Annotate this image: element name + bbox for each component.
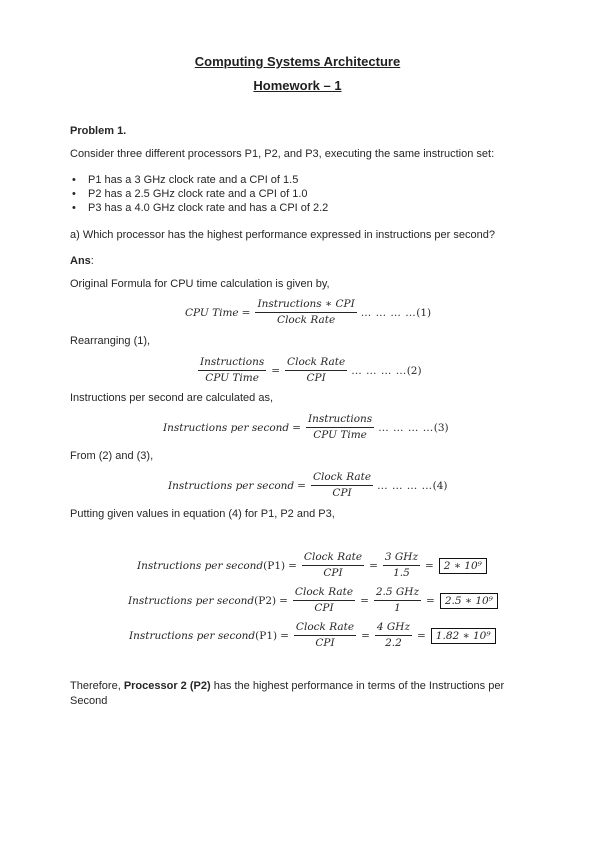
eq2-fraction-left [198,356,266,385]
eq3-tag: (3) [433,421,449,434]
calc-fraction-values [375,621,412,650]
eq3-numerator: Instructions [306,413,374,428]
calc-equals: = [426,594,435,607]
eq1-equals: = [241,306,251,319]
calc-value-numerator: 2.5 GHz [374,586,421,601]
calc-fraction-values [374,586,421,615]
eq2-numerator-left: Instructions [198,356,266,371]
calc-equals: = [288,559,297,572]
eq4-lhs: Instructions per second [168,479,295,492]
calc-value-denominator: 2.2 [385,637,402,649]
eq4-numerator: Clock Rate [311,471,373,486]
calc-result-box: 1.82 ∗ 10⁹ [431,628,496,644]
eq2-tag: (2) [406,364,422,377]
calc-numerator: Clock Rate [293,586,355,601]
conclusion-line-1 [70,680,504,692]
eq3-lhs: Instructions per second [163,421,290,434]
calc-fraction-formula [302,551,364,580]
calc-numerator: Clock Rate [294,621,356,636]
calc-fraction-values [383,551,420,580]
answer-label-colon: : [90,255,94,267]
calc-ref: (P2) [254,594,277,607]
calc-value-denominator: 1 [394,602,401,614]
conclusion-prefix: Therefore, [70,680,124,692]
calc-denominator: CPI [323,567,343,579]
list-item: • P2 has a 2.5 GHz clock rate and a CPI of 1.0 [70,187,328,201]
calc-lhs: Instructions per second [137,559,264,572]
eq1-denominator: Clock Rate [277,314,336,326]
calc-equation-p2 [128,586,498,615]
calc-value-denominator: 1.5 [393,567,410,579]
calc-ref: (P1) [255,629,278,642]
eq4-tag: (4) [432,479,448,492]
problem-heading: Problem 1. [70,125,127,137]
calc-equation-p1 [137,551,487,580]
answer-paragraph-2: Rearranging (1), [70,335,151,347]
problem-intro: Consider three different processors P1, P2, and P3, executing the same instruction set: [70,148,495,160]
eq4-equals: = [297,479,306,492]
eq2-denominator-right: CPI [306,372,326,384]
equation-3 [163,413,449,442]
calc-lhs: Instructions per second [129,629,256,642]
answer-paragraph-5: Putting given values in equation (4) for P1, P2 and P3, [70,508,335,520]
eq3-fraction [306,413,374,442]
calc-result-box: 2 ∗ 10⁹ [439,558,487,574]
calc-equals: = [369,559,378,572]
question-a: a) Which processor has the highest performance expressed in instructions per second? [70,229,495,241]
calc-fraction-formula [294,621,356,650]
calc-value-numerator: 4 GHz [375,621,412,636]
processor-list [70,173,328,215]
calc-denominator: CPI [315,637,335,649]
calc-equals: = [361,629,370,642]
calc-ref: (P1) [263,559,286,572]
eq2-numerator-right: Clock Rate [285,356,347,371]
list-item: • P3 has a 4.0 GHz clock rate and has a CPI of 2.2 [70,201,328,215]
eq3-denominator: CPU Time [313,429,367,441]
list-item: • P1 has a 3 GHz clock rate and a CPI of 1.5 [70,173,328,187]
calc-value-numerator: 3 GHz [383,551,420,566]
eq4-fraction [311,471,373,500]
eq3-equals: = [292,421,301,434]
calc-equals: = [416,629,426,642]
answer-label [70,255,94,267]
calc-equals: = [360,594,369,607]
eq2-denominator-left: CPU Time [205,372,259,384]
eq1-fraction [255,298,356,327]
document-title: Computing Systems Architecture [194,54,401,69]
eq4-dots: … … … … [377,479,433,492]
document-subtitle: Homework – 1 [253,78,342,93]
calc-equals: = [280,629,289,642]
conclusion-suffix: has the highest performance in terms of the Instructions per [210,680,505,692]
equation-4 [168,471,448,500]
calc-denominator: CPI [314,602,334,614]
eq1-lhs: CPU Time [185,306,239,319]
calc-equals: = [279,594,288,607]
eq2-equals: = [271,364,281,377]
eq1-tag: (1) [416,306,432,319]
answer-paragraph-3: Instructions per second are calculated as, [70,392,274,404]
equation-1 [185,298,431,327]
eq2-dots: … … … … [351,364,407,377]
eq4-denominator: CPI [332,487,352,499]
answer-paragraph-4: From (2) and (3), [70,450,154,462]
calc-result-box: 2.5 ∗ 10⁹ [440,593,498,609]
calc-lhs: Instructions per second [128,594,255,607]
calc-equals: = [424,559,434,572]
equation-2 [196,356,422,385]
eq1-dots: … … … … [360,306,417,319]
conclusion-highlight: Processor 2 (P2) [123,680,211,692]
calc-equation-p3 [129,621,496,650]
answer-paragraph-1: Original Formula for CPU time calculation is given by, [70,278,330,290]
answer-label-text: Ans [70,255,91,267]
eq2-fraction-right [285,356,347,385]
calc-fraction-formula [293,586,355,615]
conclusion-line-2: Second [70,695,108,707]
calc-numerator: Clock Rate [302,551,364,566]
eq1-numerator: Instructions ∗ CPI [255,298,356,313]
eq3-dots: … … … … [378,421,434,434]
